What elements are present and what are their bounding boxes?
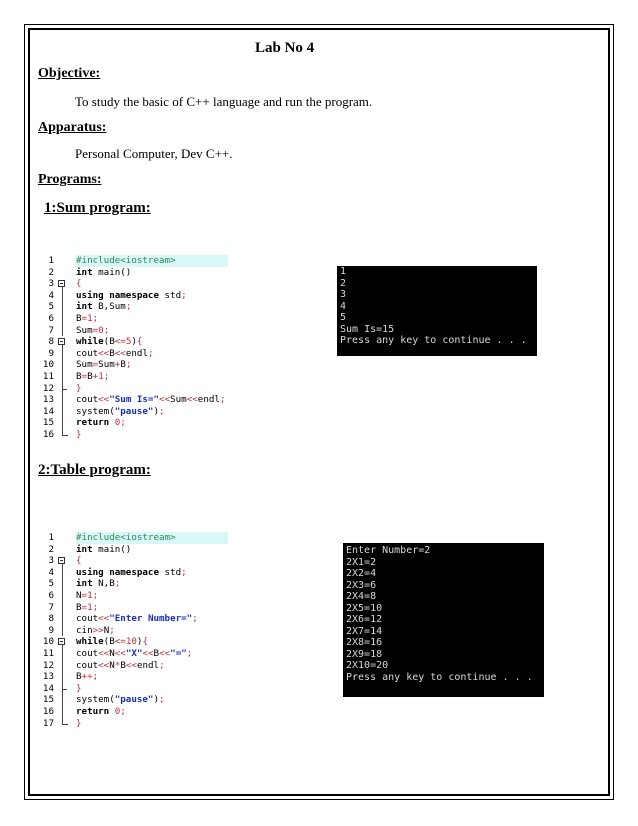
- programs-heading: Programs:: [38, 172, 102, 187]
- code-text: [76, 429, 82, 441]
- code-token: Sum: [98, 359, 115, 371]
- code-text: [76, 671, 98, 683]
- code-line: [36, 429, 236, 441]
- line-number: 6: [48, 589, 54, 601]
- code-token: 5: [125, 336, 132, 348]
- fold-guide: [58, 718, 68, 730]
- code-token: std: [158, 566, 182, 578]
- code-text: [76, 567, 187, 579]
- fold-guide: [58, 660, 68, 672]
- code-token: N: [109, 647, 115, 659]
- code-token: "Sum Is=": [109, 394, 160, 406]
- code-token: std: [158, 289, 182, 301]
- code-token: ;: [103, 370, 110, 382]
- table-program-output: [343, 543, 544, 697]
- code-line: [36, 532, 236, 544]
- line-number: 13: [42, 394, 54, 406]
- code-token: +: [92, 370, 99, 382]
- fold-guide: [58, 578, 68, 590]
- code-token: ;: [92, 601, 99, 613]
- code-token: cout: [76, 613, 99, 625]
- code-token: ;: [159, 694, 165, 706]
- line-number: 4: [48, 566, 54, 578]
- code-token: B: [109, 347, 115, 359]
- code-token: =: [81, 601, 88, 613]
- fold-guide: [58, 290, 68, 302]
- code-token: <<: [98, 613, 110, 625]
- fold-guide: [58, 671, 68, 683]
- fold-guide: [58, 706, 68, 718]
- line-number: 2: [48, 543, 54, 555]
- line-number: 14: [42, 405, 54, 417]
- console-line: 2X10=20: [346, 660, 389, 671]
- code-token: ;: [92, 312, 99, 324]
- code-line: [36, 602, 236, 614]
- fold-guide: [58, 602, 68, 614]
- code-token: <=: [114, 336, 126, 348]
- console-line: 2X7=14: [346, 625, 383, 637]
- code-token: (B: [103, 636, 115, 648]
- code-text: [76, 636, 148, 648]
- code-token: while: [76, 636, 104, 648]
- code-token: }: [76, 717, 82, 729]
- code-token: #include<iostream>: [76, 255, 176, 266]
- console-line: 2X8=16: [346, 637, 383, 648]
- sum-program-code: [36, 255, 236, 441]
- code-token: 1: [87, 601, 93, 613]
- code-text: [76, 555, 82, 567]
- code-line: [36, 578, 236, 590]
- line-number: 15: [42, 694, 54, 706]
- code-token: <<: [98, 647, 110, 659]
- code-token: N,B: [92, 578, 115, 590]
- fold-guide: [58, 394, 68, 406]
- code-text: [76, 301, 131, 313]
- code-text: [76, 694, 165, 706]
- code-token: {: [136, 336, 143, 348]
- line-number: 14: [42, 682, 54, 694]
- console-line: 2X3=6: [346, 579, 377, 591]
- code-token: (B: [103, 336, 115, 348]
- table-program-code: [36, 532, 236, 729]
- code-token: =: [81, 589, 88, 601]
- code-token: ;: [219, 394, 226, 406]
- code-line: [36, 660, 236, 672]
- code-token: ): [136, 636, 143, 648]
- code-token: {: [76, 278, 82, 290]
- code-token: ;: [181, 289, 187, 301]
- console-line: Enter Number=2: [346, 545, 431, 556]
- code-token: <<: [98, 394, 110, 406]
- code-text: [76, 348, 154, 360]
- code-text: [76, 336, 142, 348]
- code-line: [36, 636, 236, 648]
- code-token: }: [76, 682, 82, 694]
- code-token: B: [76, 312, 82, 324]
- code-token: <<: [142, 647, 154, 659]
- fold-toggle-icon[interactable]: [58, 555, 68, 567]
- code-token: >>: [92, 624, 104, 636]
- fold-guide: [58, 648, 68, 660]
- fold-guide: [58, 694, 68, 706]
- code-token: 0: [114, 705, 121, 717]
- code-line: [36, 706, 236, 718]
- code-token: int: [76, 301, 93, 313]
- code-line: [36, 648, 236, 660]
- fold-guide: [58, 613, 68, 625]
- code-token: "Enter Number=": [109, 613, 193, 625]
- code-token: <<: [98, 347, 110, 359]
- code-token: <<: [125, 659, 137, 671]
- code-token: Sum: [170, 394, 187, 406]
- code-token: "=": [170, 647, 187, 659]
- fold-guide: [58, 313, 68, 325]
- console-line: 2X9=18: [346, 648, 383, 660]
- code-text: [76, 394, 225, 406]
- console-line: 4: [340, 300, 347, 312]
- console-line: 2X2=4: [346, 568, 377, 579]
- objective-heading: Objective:: [38, 66, 101, 81]
- code-token: ;: [181, 566, 187, 578]
- code-token: int: [76, 266, 93, 278]
- code-token: B: [76, 671, 82, 683]
- line-number: 13: [42, 671, 54, 683]
- code-token: B: [120, 359, 126, 371]
- code-token: ;: [192, 613, 198, 625]
- code-token: cout: [76, 394, 99, 406]
- code-token: ++;: [81, 671, 99, 683]
- fold-guide: [58, 301, 68, 313]
- console-line: 2X5=10: [346, 602, 383, 614]
- code-token: ;: [114, 578, 121, 590]
- code-token: *: [114, 659, 121, 671]
- code-token: B: [76, 601, 82, 613]
- code-line: [36, 394, 236, 406]
- fold-guide: [58, 590, 68, 602]
- code-token: ;: [159, 405, 165, 417]
- code-token: B: [120, 659, 126, 671]
- code-token: ;: [125, 301, 132, 313]
- code-line: [36, 590, 236, 602]
- code-text: [76, 602, 98, 614]
- code-token: N: [103, 624, 110, 636]
- code-text: [76, 325, 109, 337]
- code-token: Sum: [76, 324, 93, 336]
- fold-guide: [58, 683, 68, 695]
- code-token: 1: [98, 370, 104, 382]
- code-line: [36, 313, 236, 325]
- code-token: main(): [92, 543, 132, 555]
- fold-guide: [58, 417, 68, 429]
- lab-title: Lab No 4: [255, 40, 315, 56]
- code-text: [76, 625, 115, 637]
- code-token: N: [109, 659, 115, 671]
- code-token: endl: [136, 659, 160, 671]
- code-token: 1: [87, 312, 93, 324]
- console-line: Press any key to continue . . .: [346, 671, 533, 683]
- code-text: [76, 417, 126, 429]
- code-text: [76, 578, 120, 590]
- code-token: while: [76, 336, 104, 348]
- program1-heading: 1:Sum program:: [44, 200, 151, 216]
- code-token: ;: [120, 705, 126, 717]
- code-token: ;: [109, 624, 115, 636]
- code-token: return: [76, 705, 110, 717]
- code-token: B: [87, 370, 93, 382]
- line-number: 9: [48, 624, 54, 636]
- fold-guide: [58, 383, 68, 395]
- code-token: ;: [147, 347, 154, 359]
- fold-guide: [58, 325, 68, 337]
- code-line: [36, 544, 236, 556]
- code-token: ;: [186, 647, 193, 659]
- code-token: cout: [76, 347, 99, 359]
- line-number: 12: [42, 659, 54, 671]
- code-token: B,Sum: [92, 301, 126, 313]
- code-token: <<: [114, 647, 126, 659]
- objective-text: To study the basic of C++ language and run the program.: [75, 94, 373, 109]
- code-line: [36, 694, 236, 706]
- line-number: 8: [48, 613, 54, 625]
- code-line: [36, 555, 236, 567]
- code-text: [76, 532, 228, 544]
- code-token: ;: [120, 417, 126, 429]
- fold-guide: [58, 429, 68, 441]
- console-line: 3: [340, 289, 347, 300]
- console-line: Sum Is=15: [340, 323, 395, 335]
- code-text: [76, 278, 82, 290]
- code-text: [76, 706, 126, 718]
- code-token: ;: [92, 589, 99, 601]
- code-text: [76, 383, 82, 395]
- code-line: [36, 301, 236, 313]
- code-line: [36, 613, 236, 625]
- line-number: 7: [48, 324, 54, 336]
- sum-program-output: [337, 266, 537, 356]
- console-line: 2X1=2: [346, 556, 377, 568]
- console-line: 2X4=8: [346, 591, 377, 602]
- line-number: 11: [42, 647, 54, 659]
- code-token: #include<iostream>: [76, 532, 176, 543]
- line-number: 15: [42, 417, 54, 429]
- line-number: 3: [48, 278, 54, 290]
- code-line: [36, 406, 236, 418]
- line-number: 7: [48, 601, 54, 613]
- code-token: {: [142, 636, 148, 648]
- code-text: [76, 683, 82, 695]
- code-token: ;: [159, 659, 165, 671]
- code-token: +: [114, 359, 121, 371]
- code-line: [36, 417, 236, 429]
- code-line: [36, 348, 236, 360]
- code-token: 0: [114, 417, 121, 429]
- console-line: 2: [340, 277, 347, 289]
- line-number: 17: [42, 717, 54, 729]
- code-token: =: [92, 324, 99, 336]
- line-number: 4: [48, 289, 54, 301]
- line-number: 16: [42, 705, 54, 717]
- apparatus-text: Personal Computer, Dev C++.: [75, 146, 233, 161]
- code-token: N: [76, 589, 82, 601]
- fold-guide: [58, 267, 68, 279]
- code-token: <<: [159, 647, 171, 659]
- line-number: 1: [48, 532, 54, 543]
- code-token: int: [76, 543, 93, 555]
- code-token: ): [131, 336, 137, 348]
- code-token: int: [76, 578, 93, 590]
- code-text: [76, 613, 198, 625]
- code-token: <<: [159, 394, 171, 406]
- line-number: 5: [48, 578, 54, 590]
- console-line: 5: [340, 312, 347, 323]
- line-number: 8: [48, 336, 54, 348]
- program2-heading: 2:Table program:: [38, 462, 151, 478]
- console-line: Press any key to continue . . .: [340, 335, 527, 346]
- code-token: 10: [125, 636, 137, 648]
- code-token: <=: [114, 636, 126, 648]
- code-line: [36, 359, 236, 371]
- line-number: 2: [48, 266, 54, 278]
- code-line: [36, 371, 236, 383]
- code-token: =: [92, 359, 99, 371]
- code-token: cout: [76, 659, 99, 671]
- code-token: cout: [76, 647, 99, 659]
- code-line: [36, 336, 236, 348]
- code-token: <<: [114, 347, 126, 359]
- code-text: [76, 255, 228, 267]
- code-token: using namespace: [76, 289, 159, 301]
- code-token: <<: [186, 394, 198, 406]
- code-text: [76, 660, 165, 672]
- line-number: 16: [42, 428, 54, 440]
- code-text: [76, 544, 131, 556]
- code-line: [36, 325, 236, 337]
- fold-guide: [58, 532, 68, 544]
- code-token: endl: [197, 394, 220, 406]
- code-token: 0: [98, 324, 104, 336]
- line-number: 1: [48, 255, 54, 266]
- code-line: [36, 267, 236, 279]
- code-line: [36, 255, 236, 267]
- code-token: <<: [98, 659, 110, 671]
- code-token: "pause": [114, 694, 154, 706]
- code-token: B: [153, 647, 160, 659]
- code-token: return: [76, 417, 110, 429]
- code-token: Sum: [76, 359, 93, 371]
- fold-toggle-icon[interactable]: [58, 278, 68, 290]
- code-token: cin: [76, 624, 93, 636]
- code-text: [76, 267, 131, 279]
- fold-guide: [58, 371, 68, 383]
- fold-toggle-icon[interactable]: [58, 636, 68, 648]
- code-text: [76, 371, 109, 383]
- code-text: [76, 359, 131, 371]
- code-line: [36, 383, 236, 395]
- code-token: }: [76, 428, 82, 440]
- fold-toggle-icon[interactable]: [58, 336, 68, 348]
- fold-guide: [58, 255, 68, 267]
- code-text: [76, 648, 192, 660]
- code-token: =: [81, 370, 88, 382]
- code-token: "X": [125, 647, 143, 659]
- line-number: 11: [42, 370, 54, 382]
- fold-guide: [58, 406, 68, 418]
- line-number: 5: [48, 301, 54, 313]
- line-number: 9: [48, 347, 54, 359]
- code-token: endl: [125, 347, 148, 359]
- line-number: 3: [48, 555, 54, 567]
- code-line: [36, 567, 236, 579]
- code-token: }: [76, 382, 82, 394]
- fold-guide: [58, 348, 68, 360]
- code-text: [76, 313, 98, 325]
- code-token: {: [76, 555, 82, 567]
- fold-guide: [58, 544, 68, 556]
- code-token: using namespace: [76, 566, 159, 578]
- code-line: [36, 625, 236, 637]
- code-token: main(): [92, 266, 132, 278]
- line-number: 10: [42, 636, 54, 648]
- line-number: 10: [42, 359, 54, 371]
- code-token: ): [153, 694, 160, 706]
- code-line: [36, 683, 236, 695]
- code-token: =: [81, 312, 88, 324]
- console-line: 2X6=12: [346, 614, 383, 625]
- line-number: 6: [48, 312, 54, 324]
- console-line: 1: [340, 266, 347, 277]
- code-text: [76, 290, 187, 302]
- code-token: "pause": [114, 405, 154, 417]
- line-number: 12: [42, 382, 54, 394]
- code-token: ;: [103, 324, 110, 336]
- code-token: ): [153, 405, 160, 417]
- code-token: 1: [87, 589, 93, 601]
- code-text: [76, 406, 165, 418]
- code-text: [76, 718, 82, 730]
- fold-guide: [58, 625, 68, 637]
- code-token: B: [76, 370, 82, 382]
- fold-guide: [58, 567, 68, 579]
- code-line: [36, 290, 236, 302]
- code-text: [76, 590, 98, 602]
- code-token: ;: [125, 359, 132, 371]
- code-line: [36, 278, 236, 290]
- code-token: system(: [76, 405, 115, 417]
- code-line: [36, 671, 236, 683]
- fold-guide: [58, 359, 68, 371]
- code-line: [36, 718, 236, 730]
- apparatus-heading: Apparatus:: [38, 120, 107, 135]
- code-token: system(: [76, 694, 115, 706]
